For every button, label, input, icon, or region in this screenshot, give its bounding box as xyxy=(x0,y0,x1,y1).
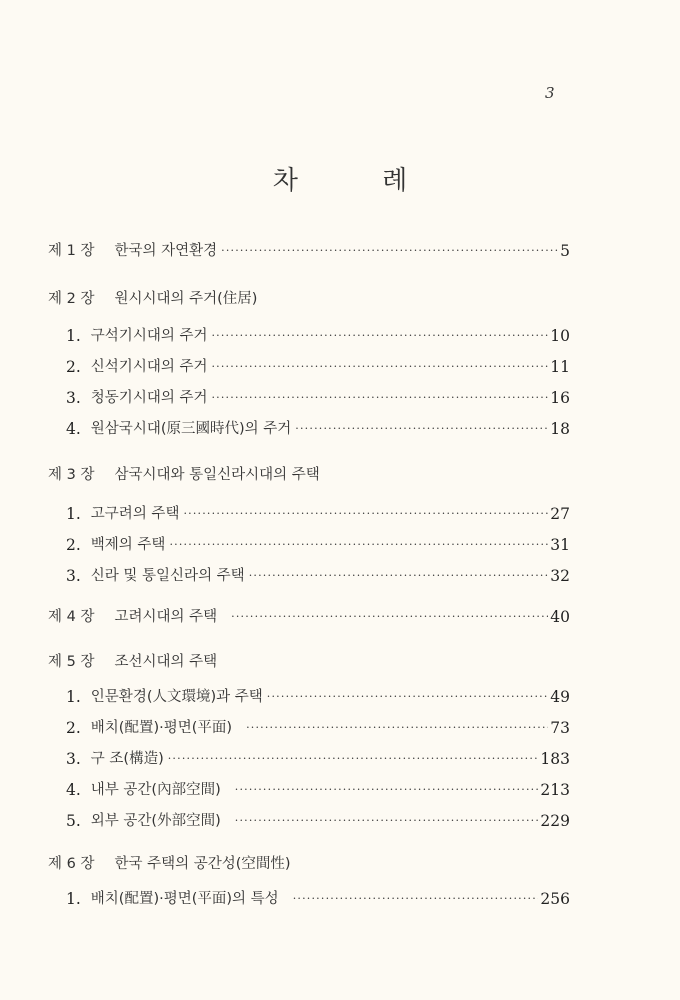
page-ref: 229 xyxy=(540,812,570,830)
dot-leader xyxy=(293,888,539,910)
page-ref: 183 xyxy=(540,750,570,768)
page-ref: 11 xyxy=(550,358,570,376)
chapter-title: 한국의 자연환경 xyxy=(114,243,218,259)
page-ref: 49 xyxy=(550,688,570,706)
page-ref: 213 xyxy=(540,781,570,799)
page-ref: 18 xyxy=(550,420,570,438)
toc-section[interactable] xyxy=(66,717,570,739)
toc-chapter-6[interactable] xyxy=(48,853,570,875)
page-ref: 10 xyxy=(550,327,570,345)
page-ref: 256 xyxy=(540,890,570,908)
chapter-title: 고려시대의 주택 xyxy=(114,609,218,625)
dot-leader xyxy=(211,356,548,378)
section-title: 외부 공간(外部空間) xyxy=(90,813,221,829)
dot-leader xyxy=(169,534,548,556)
section-number: 4. xyxy=(66,420,81,438)
chapter-label: 제 6 장 xyxy=(48,856,95,872)
page-ref: 27 xyxy=(550,505,570,523)
section-number: 5. xyxy=(66,812,81,830)
section-number: 3. xyxy=(66,389,81,407)
toc-section[interactable] xyxy=(66,503,570,525)
dot-leader xyxy=(231,606,548,628)
section-title: 구석기시대의 주거 xyxy=(90,328,208,344)
section-number: 2. xyxy=(66,536,81,554)
chapter-title: 한국 주택의 공간성(空間性) xyxy=(114,856,291,872)
toc-section[interactable] xyxy=(66,534,570,556)
dot-leader xyxy=(211,325,548,347)
page-title: 차 례 xyxy=(272,166,446,196)
toc-section[interactable] xyxy=(66,565,570,587)
chapter-label: 제 4 장 xyxy=(48,609,95,625)
section-number: 2. xyxy=(66,358,81,376)
chapter-label: 제 3 장 xyxy=(48,467,95,483)
page-ref: 5 xyxy=(560,242,570,260)
section-title: 구 조(構造) xyxy=(90,751,164,767)
toc-chapter-1[interactable] xyxy=(48,240,570,262)
page-ref: 31 xyxy=(550,536,570,554)
section-title: 원삼국시대(原三國時代)의 주거 xyxy=(90,421,292,437)
section-number: 4. xyxy=(66,781,81,799)
section-number: 3. xyxy=(66,567,81,585)
dot-leader xyxy=(249,565,549,587)
toc-chapter-2[interactable] xyxy=(48,288,570,310)
section-title: 청동기시대의 주거 xyxy=(90,390,208,406)
toc-section[interactable] xyxy=(66,888,570,910)
toc-section[interactable] xyxy=(66,418,570,440)
toc-section[interactable] xyxy=(66,686,570,708)
toc-section[interactable] xyxy=(66,325,570,347)
page-ref: 16 xyxy=(550,389,570,407)
page-ref: 32 xyxy=(550,567,570,585)
section-title: 배치(配置)·평면(平面) xyxy=(90,720,233,736)
section-title: 고구려의 주택 xyxy=(90,506,180,522)
section-number: 1. xyxy=(66,688,81,706)
section-title: 내부 공간(內部空間) xyxy=(90,782,221,798)
dot-leader xyxy=(221,240,558,262)
section-title: 인문환경(人文環境)과 주택 xyxy=(90,689,263,705)
dot-leader xyxy=(235,810,539,832)
page-ref: 73 xyxy=(550,719,570,737)
section-title: 신석기시대의 주거 xyxy=(90,359,208,375)
page-ref: 40 xyxy=(550,608,570,626)
section-number: 3. xyxy=(66,750,81,768)
section-number: 1. xyxy=(66,890,81,908)
chapter-title: 삼국시대와 통일신라시대의 주택 xyxy=(114,467,320,483)
toc-section[interactable] xyxy=(66,387,570,409)
toc-section[interactable] xyxy=(66,810,570,832)
toc-chapter-4[interactable] xyxy=(48,606,570,628)
chapter-label: 제 1 장 xyxy=(48,243,95,259)
dot-leader xyxy=(211,387,548,409)
chapter-title: 원시시대의 주거(住居) xyxy=(114,291,258,307)
dot-leader xyxy=(295,418,548,440)
toc-chapter-3[interactable] xyxy=(48,464,570,486)
toc-section[interactable] xyxy=(66,779,570,801)
page-number: 3 xyxy=(545,84,555,102)
section-title: 신라 및 통일신라의 주택 xyxy=(90,568,245,584)
toc-chapter-5[interactable] xyxy=(48,651,570,673)
chapter-label: 제 5 장 xyxy=(48,654,95,670)
toc-section[interactable] xyxy=(66,356,570,378)
section-title: 백제의 주택 xyxy=(90,537,166,553)
section-number: 1. xyxy=(66,327,81,345)
chapter-label: 제 2 장 xyxy=(48,291,95,307)
section-number: 2. xyxy=(66,719,81,737)
dot-leader xyxy=(183,503,548,525)
toc-section[interactable] xyxy=(66,748,570,770)
section-number: 1. xyxy=(66,505,81,523)
dot-leader xyxy=(168,748,539,770)
dot-leader xyxy=(246,717,548,739)
dot-leader xyxy=(267,686,548,708)
section-title: 배치(配置)·평면(平面)의 특성 xyxy=(90,891,279,907)
dot-leader xyxy=(235,779,539,801)
chapter-title: 조선시대의 주택 xyxy=(114,654,218,670)
